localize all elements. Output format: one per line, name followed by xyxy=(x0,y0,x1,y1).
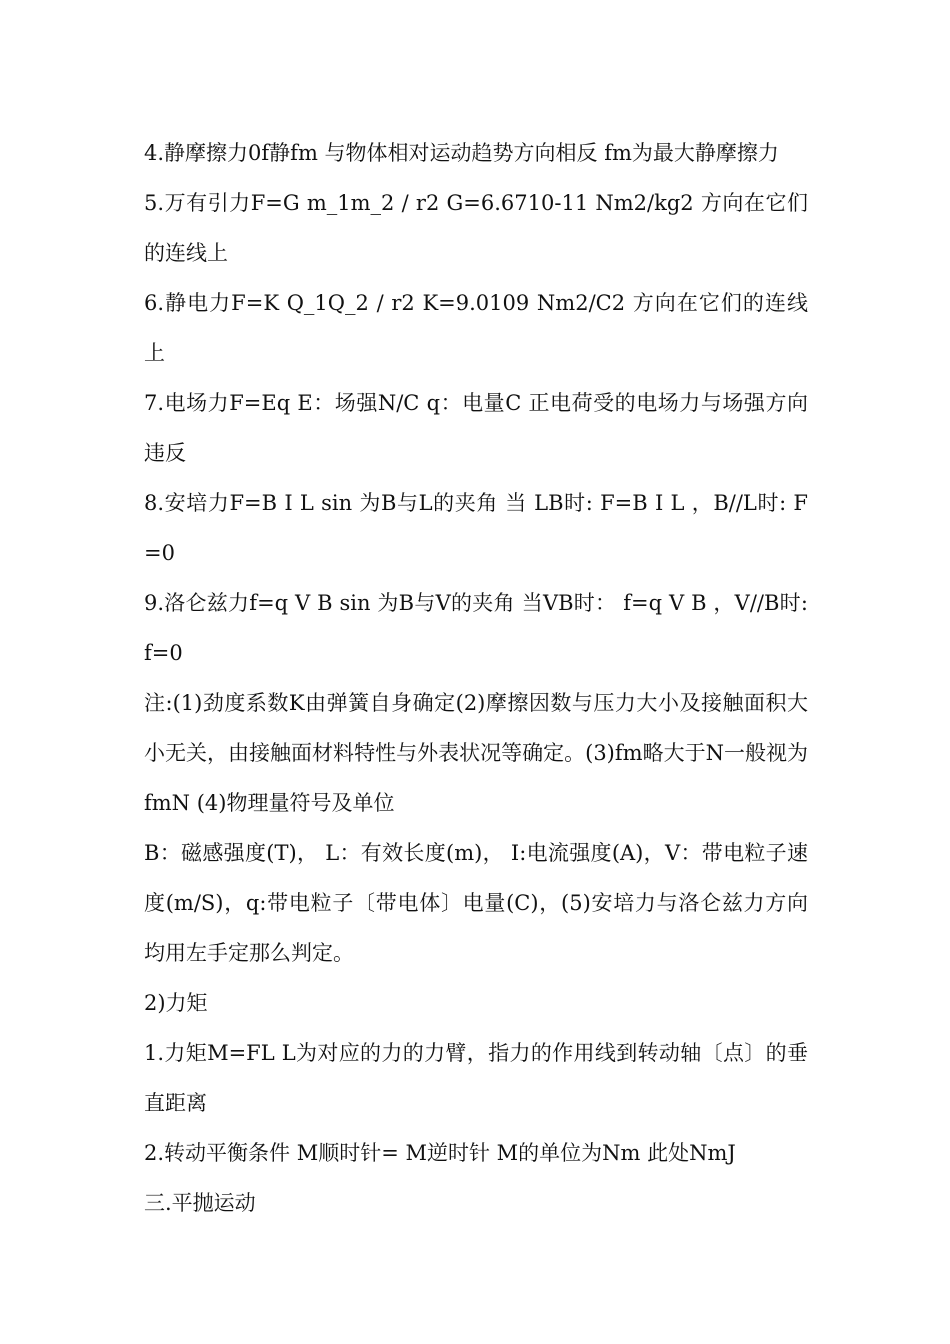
paragraph-symbols-units: B：磁感强度(T)， L：有效长度(m)， I:电流强度(A)，V：带电粒子速度(m/S)，q:带电粒子〔带电体〕电量(C)，(5)安培力与洛仑兹力方向均用左手定那么判定。 xyxy=(144,841,808,965)
paragraph-torque-definition: 1.力矩M=FL L为对应的力的力臂，指力的作用线到转动轴〔点〕的垂直距离 xyxy=(144,1041,808,1115)
paragraph-universal-gravitation: 5.万有引力F=G m_1m_2 / r2 G=6.6710-11 Nm2/kg2 方向在它们的连线上 xyxy=(144,191,808,265)
paragraph-static-friction: 4.静摩擦力0f静fm 与物体相对运动趋势方向相反 fm为最大静摩擦力 xyxy=(144,141,779,165)
section-heading-projectile-motion: 三.平抛运动 xyxy=(144,1191,256,1215)
paragraph-electrostatic-force: 6.静电力F=K Q_1Q_2 / r2 K=9.0109 Nm2/C2 方向在它们的连线上 xyxy=(144,291,808,365)
section-heading-torque: 2)力矩 xyxy=(144,991,208,1015)
paragraph-notes: 注:(1)劲度系数K由弹簧自身确定(2)摩擦因数与压力大小及接触面积大小无关，由接触面材料特性与外表状况等确定。(3)fm略大于N一般视为fmN (4)物理量符号及单位 xyxy=(144,691,808,815)
paragraph-electric-field-force: 7.电场力F=Eq E：场强N/C q：电量C 正电荷受的电场力与场强方向违反 xyxy=(144,391,808,465)
paragraph-ampere-force: 8.安培力F=B I L sin 为B与L的夹角 当 LB时: F=B I L ，B//L时: F=0 xyxy=(144,491,808,565)
paragraph-lorentz-force: 9.洛仑兹力f=q V B sin 为B与V的夹角 当VB时： f=q V B ，V//B时: f=0 xyxy=(144,591,808,665)
document-body xyxy=(144,128,808,1228)
paragraph-rotational-equilibrium: 2.转动平衡条件 M顺时针= M逆时针 M的单位为Nm 此处NmJ xyxy=(144,1141,736,1165)
